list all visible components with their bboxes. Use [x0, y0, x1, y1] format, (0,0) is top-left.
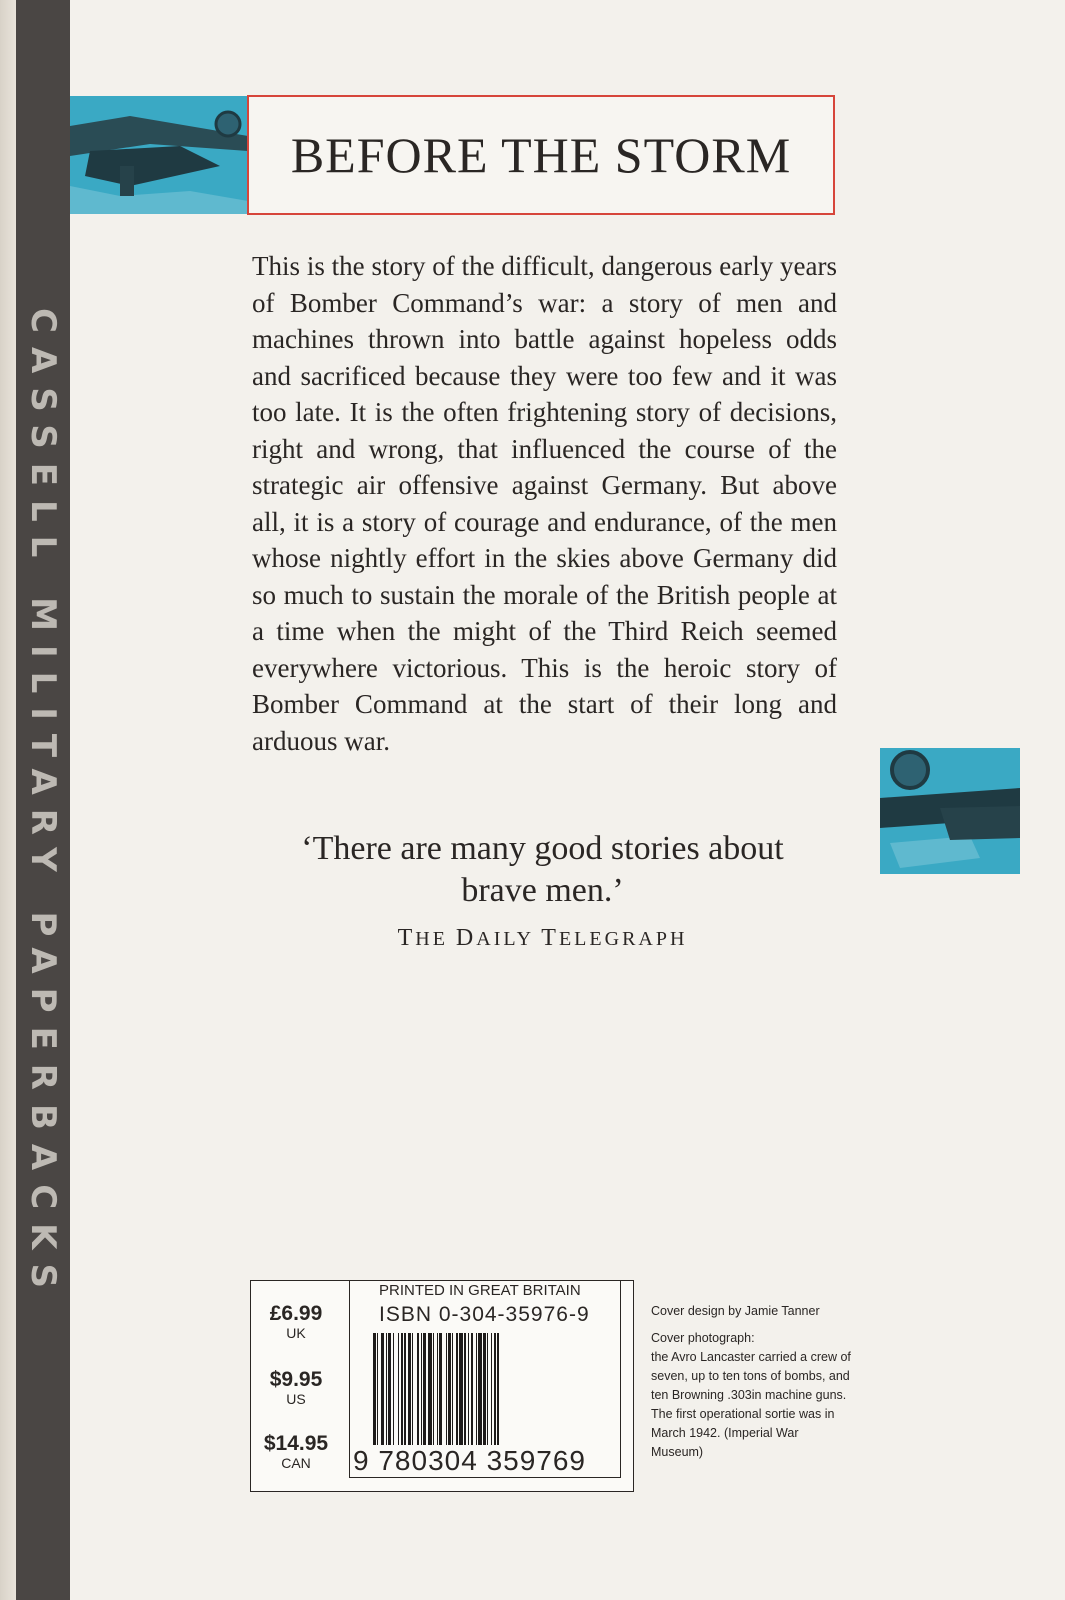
price-currency: CAN — [281, 1455, 311, 1471]
title-box — [247, 95, 835, 215]
quote-source — [250, 925, 835, 952]
cover-credits — [651, 1302, 851, 1470]
title-photo-aircraft — [70, 96, 248, 214]
printed-in: PRINTED IN GREAT BRITAIN — [379, 1282, 581, 1299]
source-part-2: AILY — [476, 928, 542, 950]
blurb-text: This is the story of the difficult, dangerous early years of Bomber Command’s war: a story of men and machines thrown into battle against hopeless odds and sacrificed because they were too few and it was too late. It is the often frightening story of decisions, right and wrong, that influenced the course of the strategic air offensive against Germany. But above all, it is a story of courage and endurance, of the men whose nightly effort in the skies above Germany did so much to sustain the morale of the British people at a time when the might of the Third Reich seemed everywhere victorious. This is the heroic story of Bomber Command at the start of their long and arduous war. — [252, 251, 837, 756]
source-letter-t2: T — [541, 925, 559, 951]
price-us — [251, 1369, 341, 1407]
side-photo-aircraft — [880, 748, 1020, 874]
aircraft-detail-icon — [880, 748, 1020, 874]
spine-label — [16, 40, 70, 1570]
source-letter-t: T — [397, 925, 416, 951]
barcode-number: 9 780304 359769 — [353, 1445, 586, 1476]
source-letter-d: D — [455, 925, 477, 951]
cover-design-credit: Cover design by Jamie Tanner — [651, 1304, 820, 1318]
price-currency: UK — [286, 1325, 306, 1341]
price-can — [251, 1433, 341, 1471]
cover-photo-heading: Cover photograph: — [651, 1331, 755, 1345]
cover-photo-caption: the Avro Lancaster carried a crew of seven, up to ten tons of bombs, and ten Browning .303in machine guns. The first operational sortie was in March 1942. (Imperial War Museum) — [651, 1350, 851, 1459]
barcode-bar — [499, 1333, 503, 1445]
barcode — [373, 1333, 613, 1445]
quote-line-2: brave men.’ — [461, 872, 624, 909]
review-quote — [250, 828, 835, 912]
isbn: ISBN 0-304-35976-9 — [379, 1303, 590, 1326]
quote-line-1: ‘There are many good stories about — [301, 830, 784, 867]
price-currency: US — [286, 1391, 306, 1407]
spine-series-text: CASSELL MILITARY PAPERBACKS — [23, 307, 63, 1302]
source-part-1: HE — [415, 928, 456, 950]
book-title: BEFORE THE STORM — [290, 127, 792, 183]
price-uk — [251, 1303, 341, 1341]
source-part-3: ELEGRAPH — [558, 928, 688, 950]
price-amount: $14.95 — [263, 1432, 329, 1455]
price-barcode-box — [250, 1280, 634, 1492]
aircraft-photo-icon — [70, 96, 248, 214]
price-amount: $9.95 — [269, 1368, 323, 1391]
price-amount: £6.99 — [269, 1302, 323, 1325]
cover-photo-credit — [651, 1329, 851, 1462]
